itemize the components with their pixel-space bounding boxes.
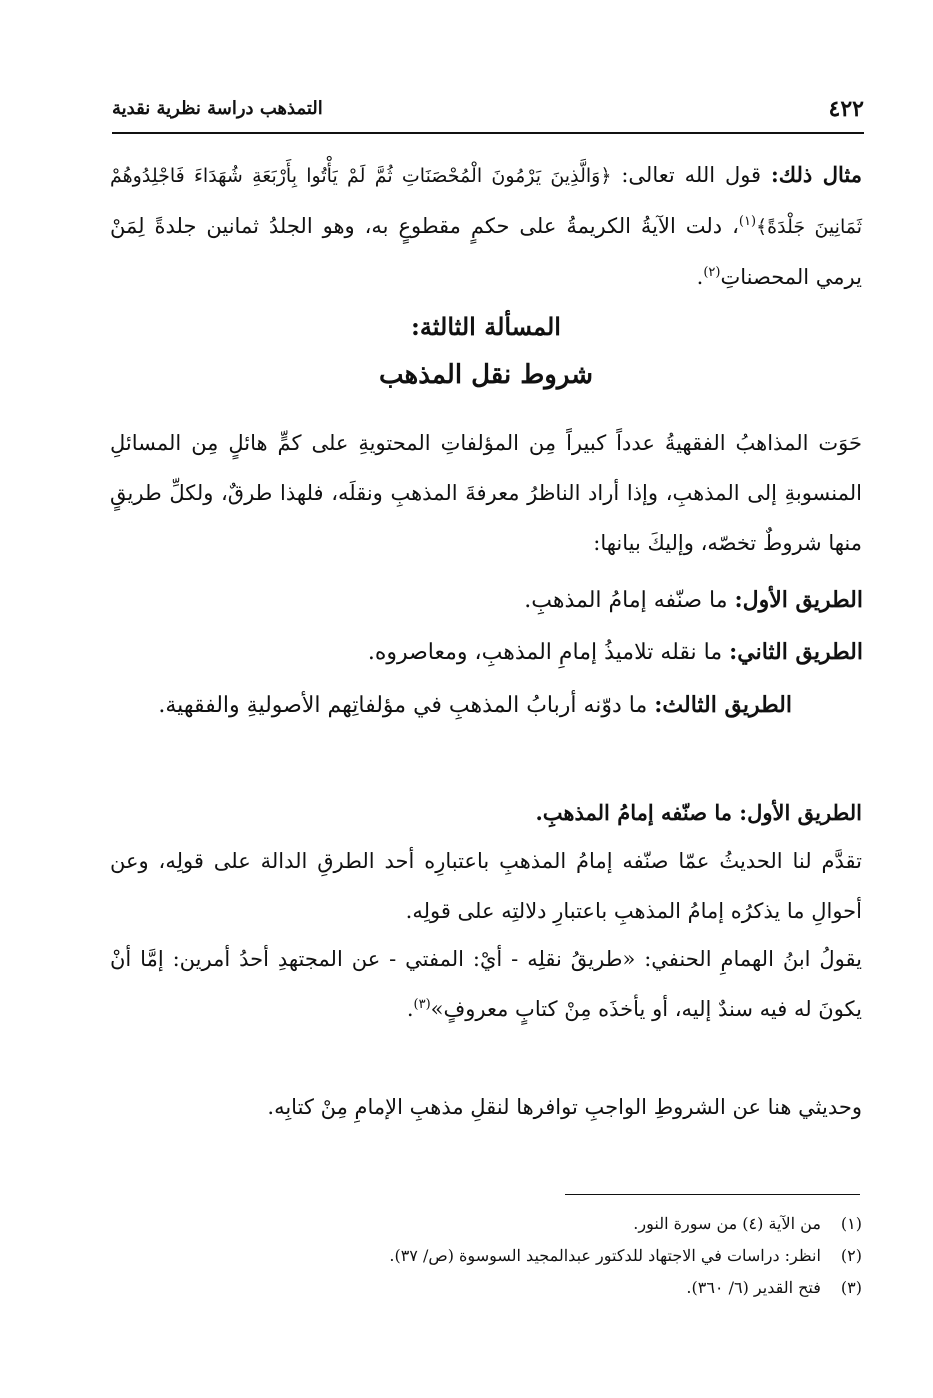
way-3-text: ما دوّنه أربابُ المذهبِ في مؤلفاتِهم الأصوليةِ والفقهية. — [158, 693, 655, 718]
example-label: مثال ذلك: — [771, 162, 862, 187]
footnote-2 — [110, 1240, 862, 1272]
running-header — [112, 92, 864, 134]
way-2-label: الطريق الثاني: — [729, 639, 863, 665]
way-3-label: الطريق الثالث: — [654, 692, 792, 718]
quran-verse: ﴿وَالَّذِينَ يَرْمُونَ الْمُحْصَنَاتِ ثُمَّ لَمْ يَأْتُوا بِأَرْبَعَةِ شُهَدَاءَ فَاجْلِدُوهُمْ ثَمَانِينَ جَلْدَةً﴾ — [110, 165, 863, 238]
example-end: . — [696, 265, 704, 289]
example-paragraph — [110, 150, 862, 302]
footnote-3 — [110, 1272, 862, 1304]
way-2-text: ما نقله تلاميذُ إمامِ المذهبِ، ومعاصروه. — [367, 640, 730, 665]
example-rest: ، دلت الآيةُ الكريمةُ على حكمٍ مقطوعٍ به، وهو الجلدُ ثمانين جلدةً لِمَنْ يرمي المحصناتِ — [110, 214, 862, 289]
running-title: التمذهب دراسة نظرية نقدية — [112, 98, 323, 119]
footnote-ref-3: (٣) — [413, 997, 431, 1012]
footnote-1 — [110, 1208, 862, 1240]
footnote-text: فتح القدير (٦/ ٣٦٠). — [686, 1278, 821, 1297]
footnote-text: انظر: دراسات في الاجتهاد للدكتور عبدالمجيد السوسوة (ص/ ٣٧). — [389, 1246, 821, 1265]
footnote-text: من الآية (٤) من سورة النور. — [633, 1214, 821, 1233]
footnote-number: (٢) — [840, 1246, 862, 1265]
way-1-label: الطريق الأول: — [734, 587, 863, 613]
first-way-paragraph-3: وحديثي هنا عن الشروطِ الواجبِ توافرها لنقلِ مذهبِ الإمامِ مِنْ كتابِه. — [267, 1095, 862, 1119]
footnote-ref-2: (٢) — [703, 265, 721, 280]
page-number: ٤٢٢ — [828, 96, 864, 122]
footnote-number: (٣) — [840, 1278, 862, 1297]
first-way-heading: الطريق الأول: ما صنّفه إمامُ المذهبِ. — [535, 800, 862, 825]
first-way-paragraph-1: تقدَّم لنا الحديثُ عمّا صنّفه إمامُ المذهبِ باعتبارِه أحد الطرقِ الدالة على قولِه، وعن أحوالِ ما يذكرُه إمامُ المذهبِ باعتبارِ دلالتِه على قولِه. — [110, 849, 862, 923]
ibn-humam-quote: يقولُ ابنُ الهمامِ الحنفي: «طريقُ نقلِه - أيْ: المفتي - عن المجتهدِ أحدُ أمرين: إمَّا أنْ يكونَ له فيه سندٌ إليه، أو يأخذَه مِنْ كتابٍ معروفٍ» — [110, 947, 862, 1021]
section-heading: المسألة الثالثة: — [411, 312, 561, 341]
way-item-2 — [181, 626, 933, 679]
example-intro: قول الله تعالى: — [611, 163, 762, 187]
footnote-ref-1: (١) — [738, 214, 757, 229]
footnote-number: (١) — [840, 1214, 862, 1233]
footnotes — [110, 1208, 862, 1304]
way-item-3 — [110, 680, 862, 731]
way-item-1 — [181, 574, 933, 627]
first-way-paragraph-2 — [110, 934, 862, 1034]
intro-paragraph: حَوَت المذاهبُ الفقهيةُ عدداً كبيراً مِن المؤلفاتِ المحتويةِ على كمٍّ هائلٍ مِن المسائلِ المنسوبةِ إلى المذهبِ، وإذا أراد الناظرُ معرفةَ المذهبِ ونقلَه، فلهذا طرقٌ، ولكلِّ طريقٍ منها شروطٌ تخصّه، وإليكَ بيانها: — [110, 431, 862, 555]
footnote-separator — [565, 1194, 860, 1195]
para2-end: . — [406, 997, 414, 1021]
way-1-text: ما صنّفه إمامُ المذهبِ. — [524, 588, 735, 613]
section-subheading: شروط نقل المذهب — [379, 360, 593, 390]
